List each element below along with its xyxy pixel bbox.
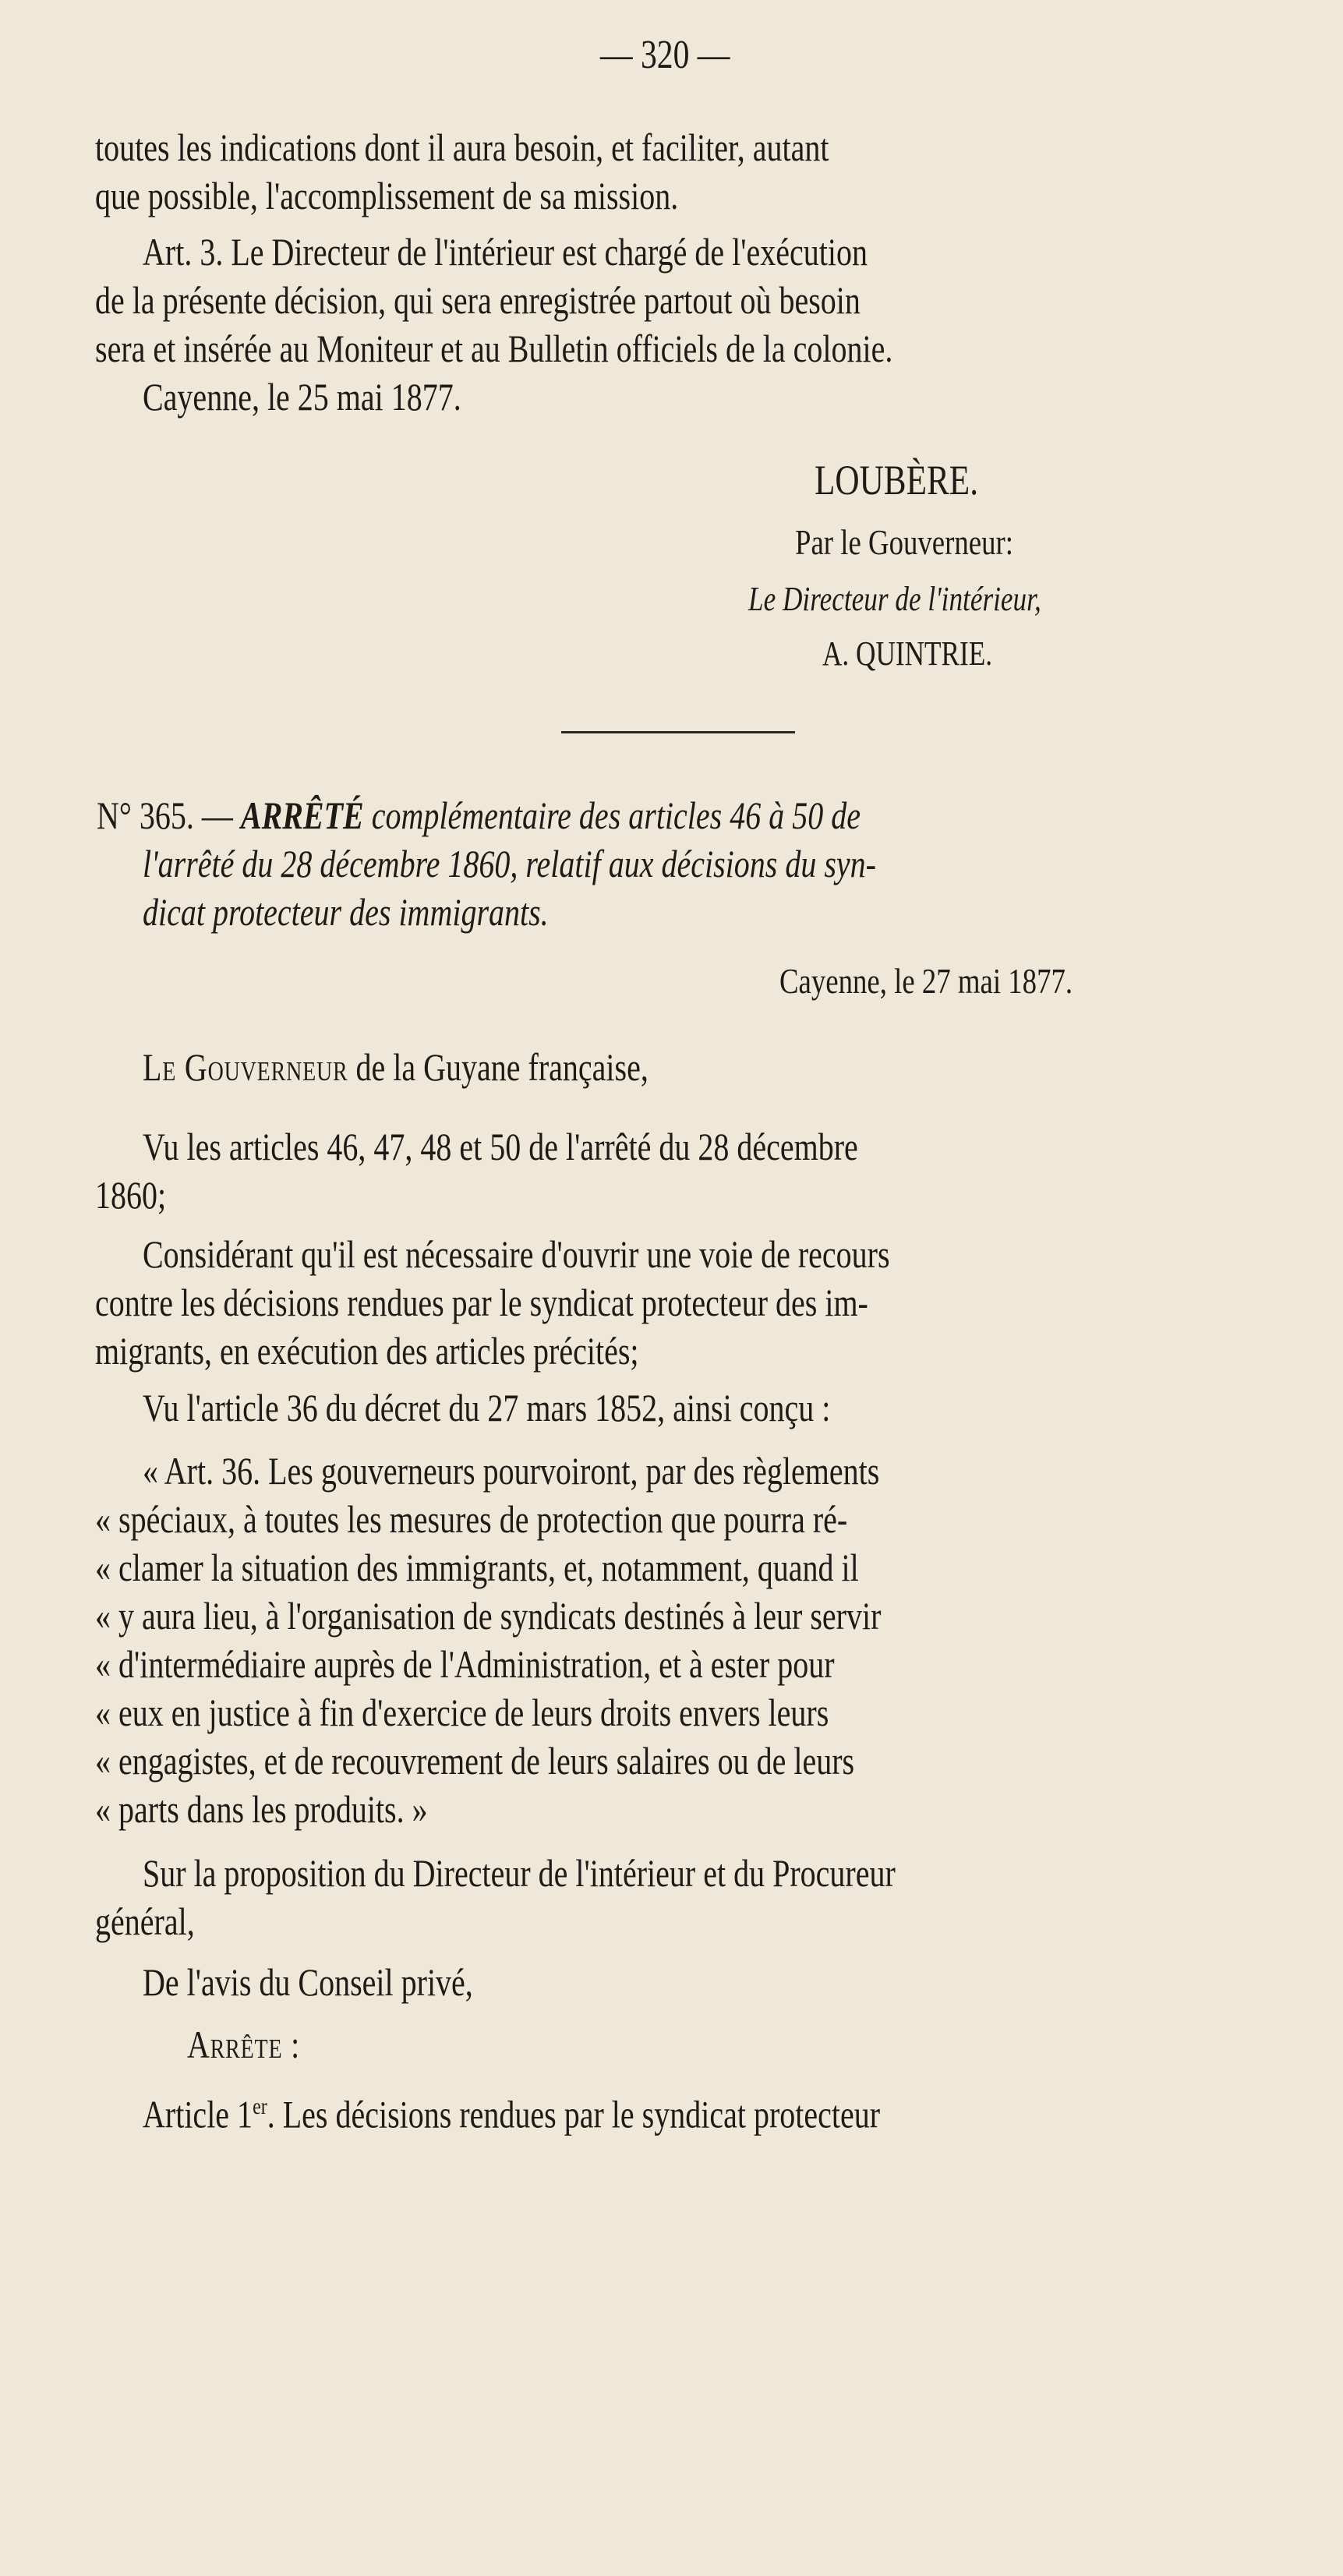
article-1-label: Article 1 — [143, 2092, 253, 2136]
signature-name: LOUBÈRE. — [815, 457, 978, 504]
quote-line: « clamer la situation des immigrants, et, notamment, quand il — [95, 1546, 859, 1589]
text-line: général, — [95, 1899, 195, 1943]
separator-rule — [561, 731, 795, 733]
article-1-line — [143, 2083, 1217, 2139]
decree-title-line: dicat protecteur des immigrants. — [143, 890, 549, 934]
arrete-label: Arrête : — [187, 2023, 301, 2066]
quote-line: « engagistes, et de recouvrement de leurs salaires ou de leurs — [95, 1739, 855, 1783]
quote-line: « d'intermédiaire auprès de l'Administration, et à ester pour — [95, 1642, 835, 1686]
governor-label: Le Gouverneur — [143, 1045, 348, 1089]
article-1-text: . Les décisions rendues par le syndicat protecteur — [267, 2092, 881, 2136]
text-line: toutes les indications dont il aura besoin, et faciliter, autant — [95, 125, 829, 169]
governor-rest: de la Guyane française, — [355, 1045, 649, 1089]
page-number: — 320 — — [600, 33, 730, 77]
text-line: De l'avis du Conseil privé, — [143, 1960, 473, 2004]
quote-line: « eux en justice à fin d'exercice de leurs droits envers leurs — [95, 1691, 829, 1734]
decree-number: N° 365. — — [97, 793, 233, 837]
text-line: de la présente décision, qui sera enregistrée partout où besoin — [95, 278, 861, 322]
decree-title: complémentaire des articles 46 à 50 de — [371, 793, 861, 837]
governor-line — [143, 1043, 1217, 1091]
quote-line: « parts dans les produits. » — [95, 1787, 428, 1831]
text-line: Vu les articles 46, 47, 48 et 50 de l'arrêté du 28 décembre — [143, 1125, 858, 1168]
decree-title-line — [97, 791, 1171, 839]
quote-line: « spéciaux, à toutes les mesures de protection que pourra ré- — [95, 1497, 848, 1541]
signature-signer: A. QUINTRIE. — [822, 634, 993, 673]
text-line: sera et insérée au Moniteur et au Bulletin officiels de la colonie. — [95, 327, 893, 370]
article-1-sup: er — [253, 2094, 267, 2119]
date-line: Cayenne, le 25 mai 1877. — [143, 375, 461, 419]
signature-role: Le Directeur de l'intérieur, — [748, 580, 1041, 618]
text-line: Sur la proposition du Directeur de l'intérieur et du Procureur — [143, 1851, 896, 1895]
text-line: contre les décisions rendues par le syndicat protecteur des im- — [95, 1281, 868, 1324]
text-line: Considérant qu'il est nécessaire d'ouvrir une voie de recours — [143, 1232, 890, 1276]
decree-date: Cayenne, le 27 mai 1877. — [779, 961, 1073, 1001]
text-line: que possible, l'accomplissement de sa mission. — [95, 174, 679, 217]
text-line: Vu l'article 36 du décret du 27 mars 1852, ainsi conçu : — [143, 1386, 831, 1429]
text-line: Art. 3. Le Directeur de l'intérieur est chargé de l'exécution — [143, 230, 868, 274]
signature-by: Par le Gouverneur: — [795, 522, 1013, 562]
text-line: migrants, en exécution des articles précités; — [95, 1329, 639, 1373]
decree-type: ARRÊTÉ — [240, 793, 364, 837]
quote-line: « Art. 36. Les gouverneurs pourvoiront, par des règlements — [143, 1449, 880, 1493]
text-line: 1860; — [95, 1173, 167, 1217]
quote-line: « y aura lieu, à l'organisation de syndicats destinés à leur servir — [95, 1594, 882, 1638]
decree-title-line: l'arrêté du 28 décembre 1860, relatif aux décisions du syn- — [143, 842, 876, 885]
